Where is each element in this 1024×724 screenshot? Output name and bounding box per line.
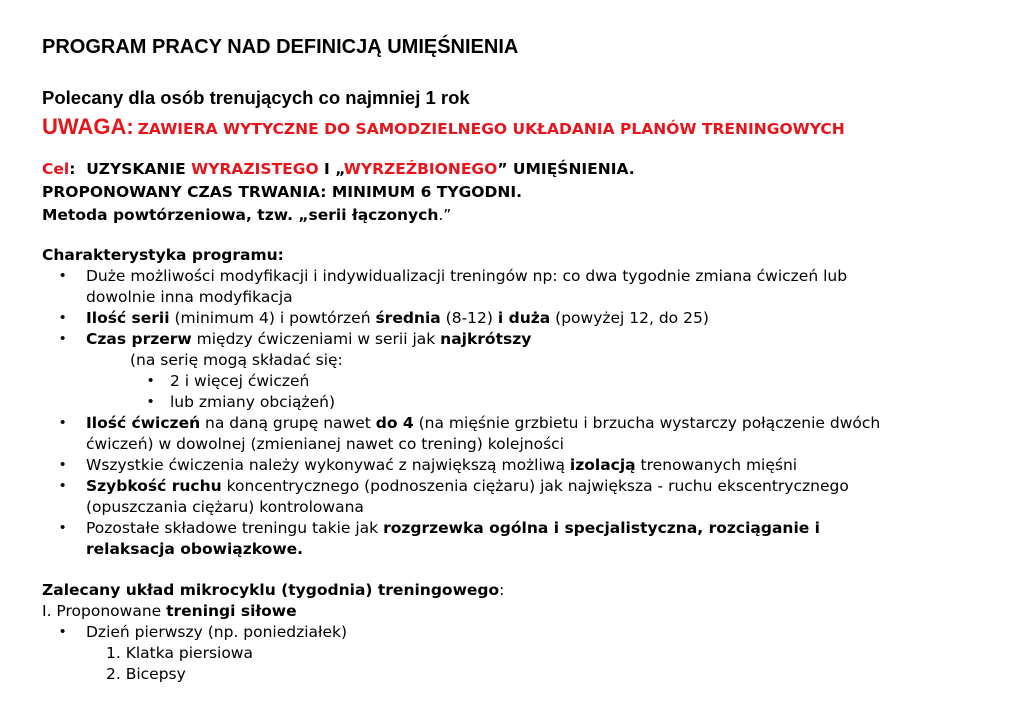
text-span: izolacją (569, 456, 636, 474)
text-span: koncentrycznego (podnoszenia ciężaru) jak największa - ruchu ekscentrycznego (221, 477, 849, 495)
document-title: PROGRAM PRACY NAD DEFINICJĄ UMIĘŚNIENIA (42, 36, 519, 58)
bullet-item-text: dowolnie inna modyfikacja (86, 288, 293, 306)
text-span: (minimum 4) i powtórzeń (169, 309, 376, 327)
bullet-icon: • (60, 477, 66, 494)
uwaga-line (42, 114, 845, 140)
bullet-icon: • (60, 330, 66, 347)
goal-highlight-1: WYRAZISTEGO (191, 160, 319, 178)
characteristics-heading: Charakterystyka programu: (42, 246, 284, 264)
bullet-item-text (86, 414, 880, 432)
sub-bullet-icon: • (148, 372, 154, 389)
text-span: Szybkość ruchu (86, 477, 222, 495)
bullet-item-text: Duże możliwości modyfikacji i indywidualizacji treningów np: co dwa tygodnie zmiana ćwiczeń lub (86, 267, 848, 285)
text-span: średnia (375, 309, 441, 327)
text-span: do 4 (375, 414, 414, 432)
text-span: na daną grupę nawet (200, 414, 376, 432)
section-heading (42, 602, 297, 620)
text-span: trenowanych mięśni (635, 456, 798, 474)
text-span: I „ (324, 160, 344, 178)
bullet-icon: • (60, 623, 66, 640)
goal-highlight-2: WYRZEŹBIONEGO (343, 160, 498, 178)
microcycle-heading (42, 581, 504, 599)
text-span: Ilość ćwiczeń (86, 414, 201, 432)
bullet-icon: • (60, 519, 66, 536)
uwaga-label: UWAGA: (42, 114, 134, 139)
sub-bullet-icon: • (148, 393, 154, 410)
goal-line (42, 160, 635, 178)
text-span: treningi siłowe (166, 602, 297, 620)
bullet-item-text: ćwiczeń) w dowolnej (zmienianej nawet co trening) kolejności (86, 435, 564, 453)
bullet-icon: • (60, 309, 66, 326)
bullet-icon: • (60, 414, 66, 431)
text-span: Metoda powtórzeniowa, tzw. „serii łączonych (42, 206, 439, 224)
duration-line: PROPONOWANY CZAS TRWANIA: MINIMUM 6 TYGODNI. (42, 183, 522, 201)
sub-bullet-text: 2 i więcej ćwiczeń (170, 372, 310, 390)
bullet-item-text: relaksacja obowiązkowe. (86, 540, 304, 558)
bullet-icon: • (60, 456, 66, 473)
text-span: Pozostałe składowe treningu takie jak (86, 519, 384, 537)
bullet-item-text (86, 519, 820, 537)
bullet-item-text (86, 309, 709, 327)
text-span: najkrótszy (440, 330, 532, 348)
uwaga-text: ZAWIERA WYTYCZNE DO SAMODZIELNEGO UKŁADANIA PLANÓW TRENINGOWYCH (137, 120, 845, 138)
goal-label: Cel (42, 160, 70, 178)
text-span: między ćwiczeniami w serii jak (191, 330, 441, 348)
sub-bullet-text: lub zmiany obciążeń) (170, 393, 336, 411)
text-span: (powyżej 12, do 25) (550, 309, 709, 327)
bullet-item-text (86, 456, 797, 474)
method-line (42, 206, 451, 224)
text-span: Czas przerw (86, 330, 192, 348)
bullet-item-text (86, 330, 531, 348)
numbered-item: 2. Bicepsy (106, 665, 186, 683)
text-span: Ilość serii (86, 309, 170, 327)
bullet-item-text: (opuszczania ciężaru) kontrolowana (86, 498, 364, 516)
text-span: Wszystkie ćwiczenia należy wykonywać z największą możliwą (86, 456, 570, 474)
text-span: .” (438, 206, 452, 224)
text-span: ” UMIĘŚNIENIA. (497, 160, 635, 178)
text-span: : (499, 581, 505, 599)
text-span: I. Proponowane (42, 602, 167, 620)
text-span: Zalecany układ mikrocyklu (tygodnia) treningowego (42, 581, 500, 599)
text-span: i duża (497, 309, 551, 327)
text-span: (na mięśnie grzbietu i brzucha wystarczy połączenie dwóch (413, 414, 881, 432)
text-span: : (69, 160, 76, 178)
day-item: Dzień pierwszy (np. poniedziałek) (86, 623, 348, 641)
numbered-item: 1. Klatka piersiowa (106, 644, 253, 662)
text-span: UZYSKANIE (86, 160, 186, 178)
bullet-item-text (86, 477, 849, 495)
text-span: rozgrzewka ogólna i specjalistyczna, rozciąganie i (383, 519, 820, 537)
text-span: (8-12) (440, 309, 498, 327)
recommendation-line: Polecany dla osób trenujących co najmniej 1 rok (42, 87, 470, 108)
bullet-icon: • (60, 267, 66, 284)
bullet-note: (na serię mogą składać się: (130, 351, 343, 369)
